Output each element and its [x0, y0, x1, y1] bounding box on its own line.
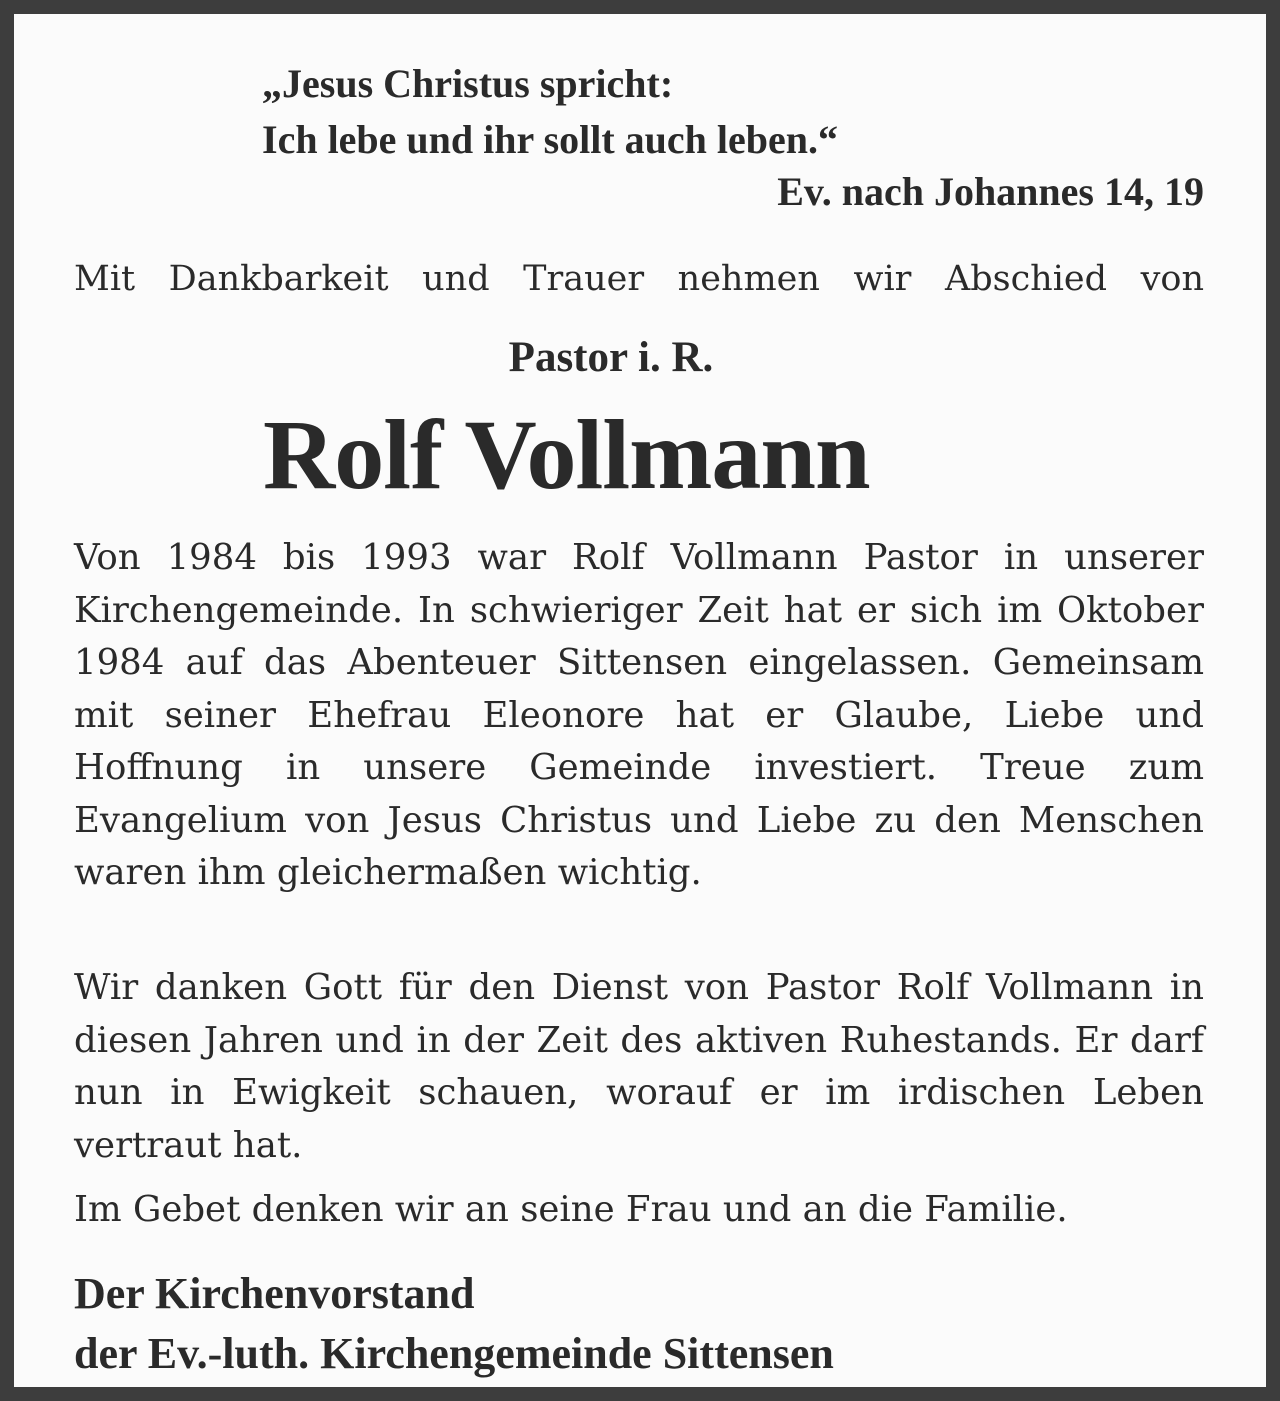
tribute-paragraph-2: Wir danken Gott für den Dienst von Pastor Rolf Vollmann in diesen Jahren und in der Zeit des aktiven Ruhestands. Er darf nun in Ewigkeit schauen, worauf er im irdischen Leben vertraut hat. — [74, 967, 1204, 1166]
deceased-title: Pastor i. R. — [508, 334, 714, 381]
signature-line-2: der Ev.-luth. Kirchengemeinde Sittensen — [74, 1329, 834, 1378]
tribute-paragraph-1: Von 1984 bis 1993 war Rolf Vollmann Pastor in unserer Kirchengemeinde. In schwieriger Zeit hat er sich im Oktober 1984 auf das Abenteuer Sittensen eingelassen. Gemeinsam mit seiner Ehefrau Eleonore hat er Glaube, Liebe und Hoffnung in unsere Gemeinde investiert. Treue zum Evangelium von Jesus Christus und Liebe zu den Menschen waren ihm gleichermaßen wichtig. — [74, 537, 1204, 893]
farewell-intro: Mit Dankbarkeit und Trauer nehmen wir Abschied von — [74, 259, 1204, 299]
deceased-name: Rolf Vollmann — [263, 399, 870, 510]
tribute-paragraph-3: Im Gebet denken wir an seine Frau und an die Familie. — [74, 1189, 1068, 1230]
signature-line-1: Der Kirchenvorstand — [74, 1269, 475, 1318]
bible-verse-reference: Ev. nach Johannes 14, 19 — [777, 169, 1204, 214]
bible-verse-line-2: Ich lebe und ihr sollt auch leben.“ — [262, 117, 839, 162]
bible-verse-line-1: „Jesus Christus spricht: — [262, 61, 674, 106]
